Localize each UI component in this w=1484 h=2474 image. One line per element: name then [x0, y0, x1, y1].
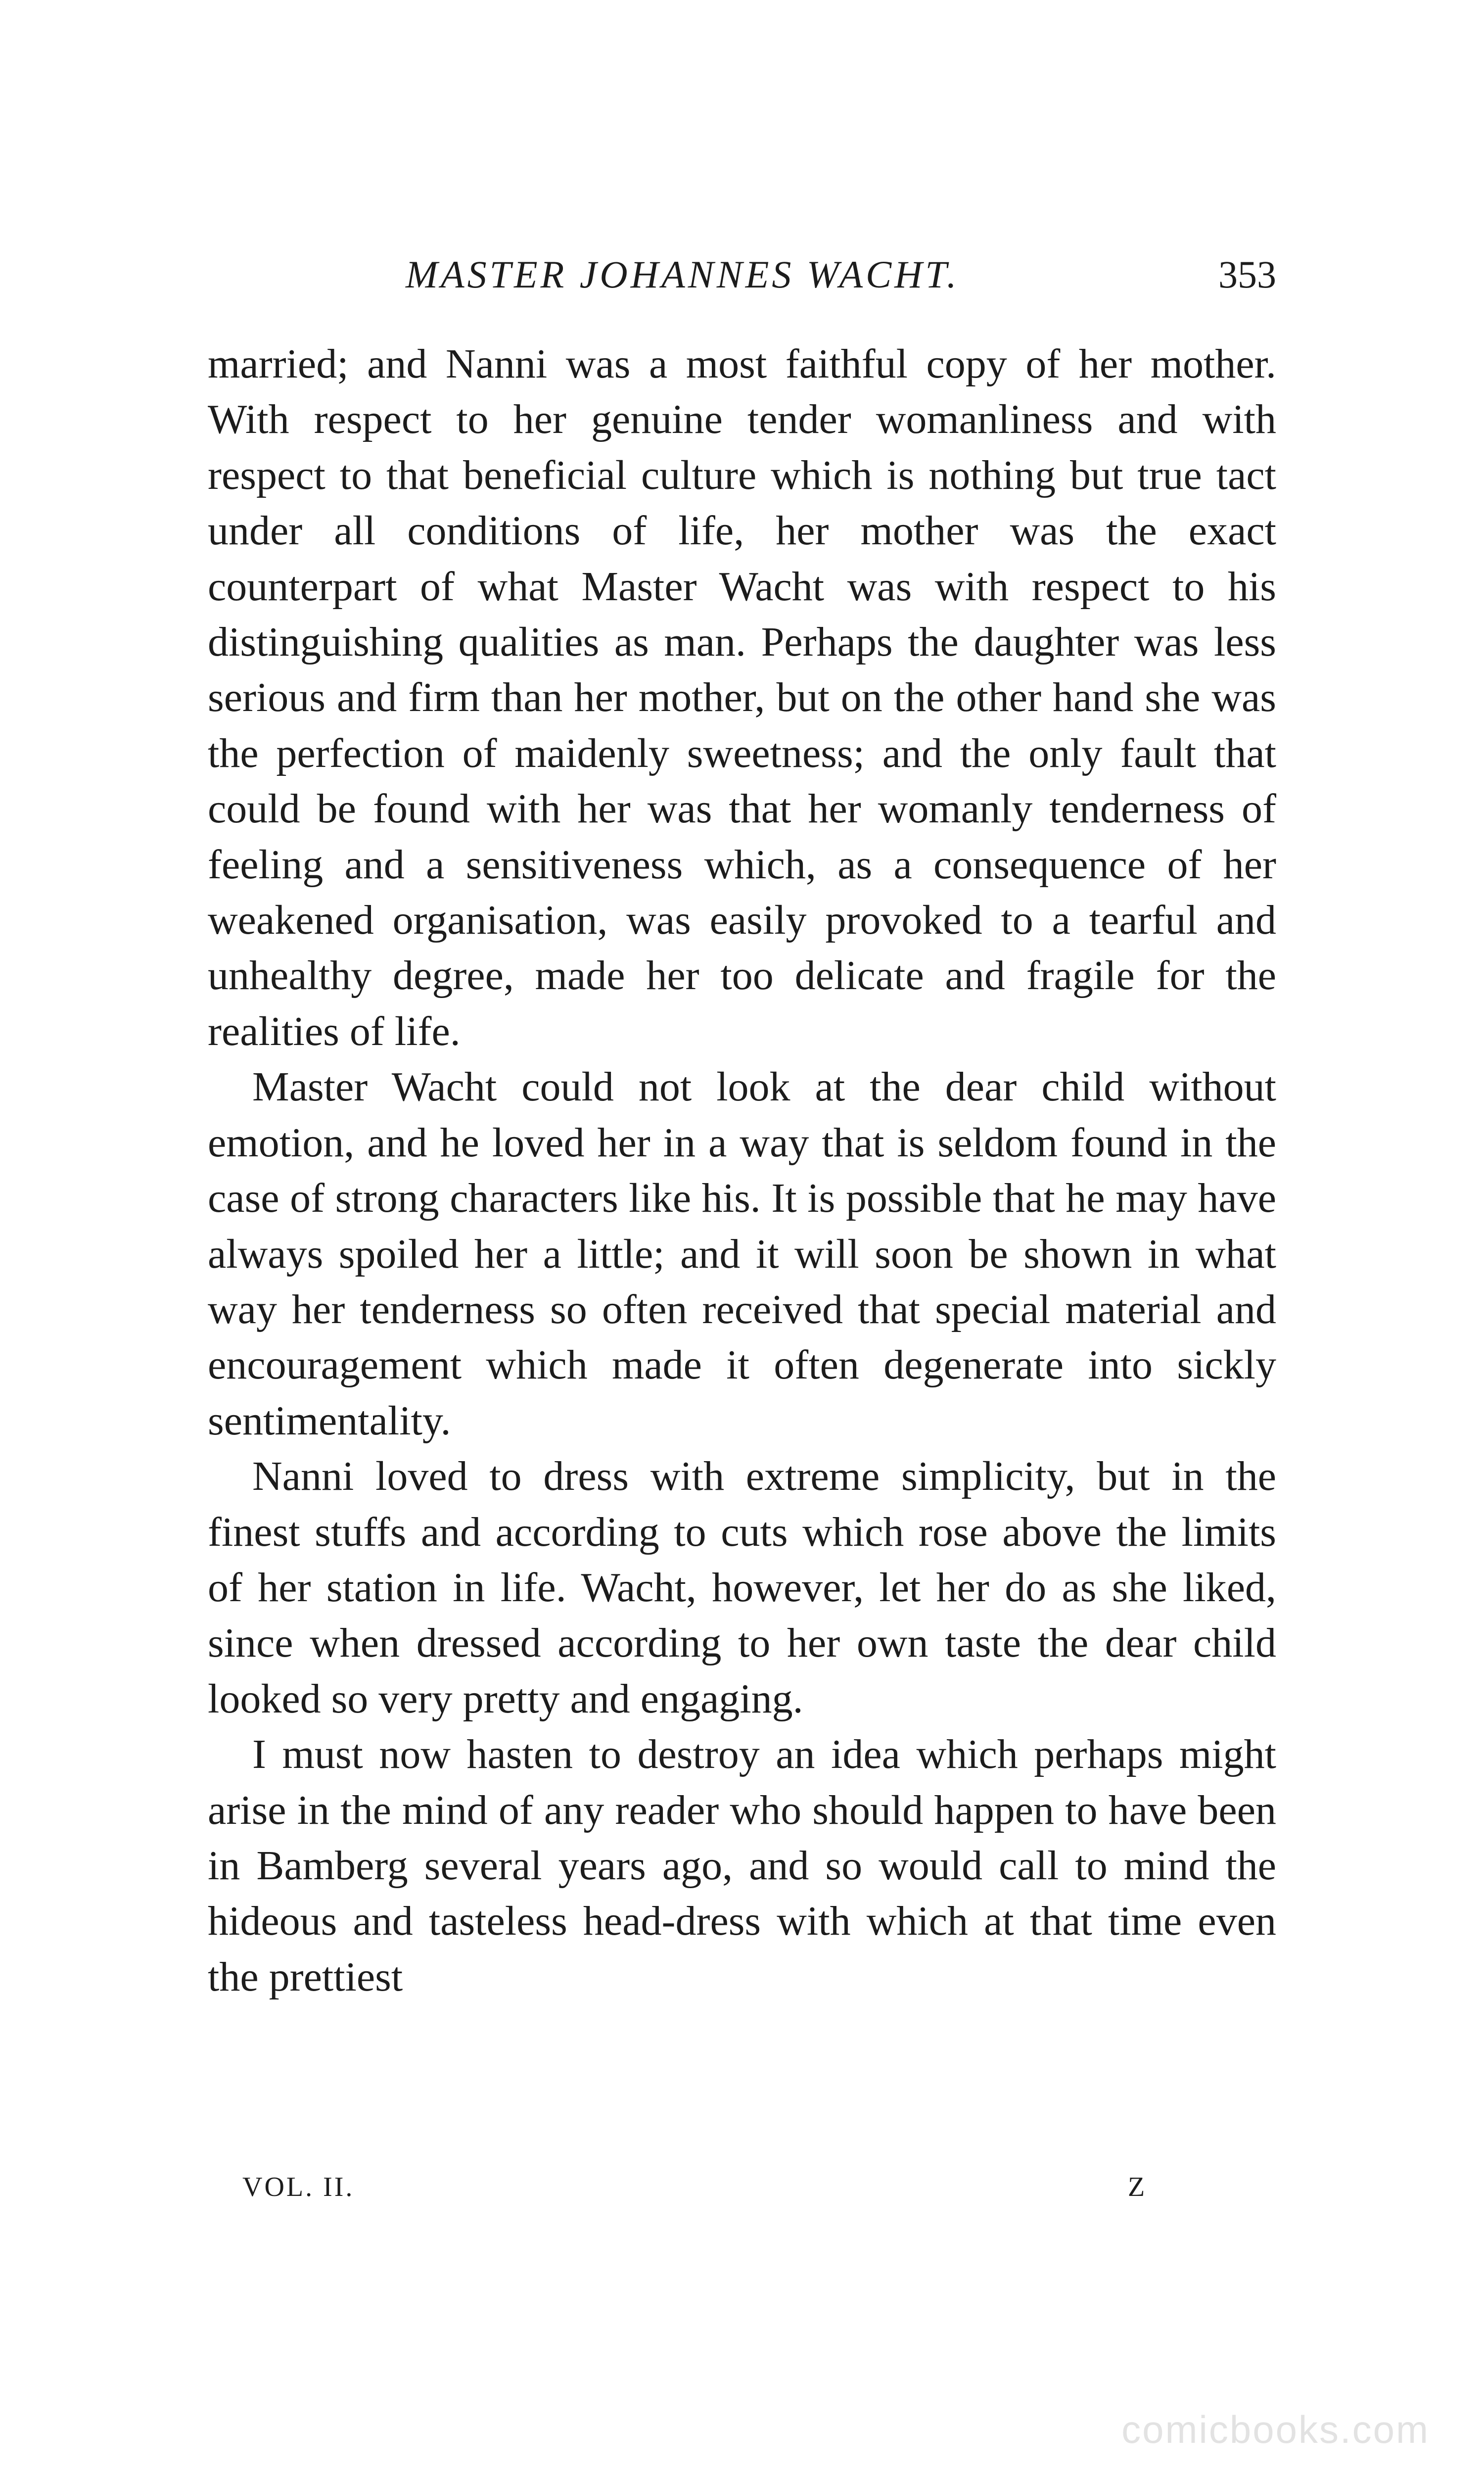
page-header [208, 247, 1276, 302]
page-body [208, 336, 1276, 2005]
signature-mark: Z [1128, 2172, 1147, 2202]
paragraph: Nanni loved to dress with extreme simplicity, but in the finest stuffs and according to cuts which rose above the limits of her station in life. Wacht, however, let her do as she liked, since when dressed according to her own taste the dear child looked so very pretty and engaging. [208, 1453, 1276, 1722]
page-footer [242, 2165, 1276, 2209]
paragraph: I must now hasten to destroy an idea which perhaps might arise in the mind of any reader who should happen to have been in Bamberg several years ago, and so would call to mind the hideous and tasteless head-dress with which at that time even the prettiest [208, 1731, 1276, 2000]
paragraph: Master Wacht could not look at the dear child without emotion, and he loved her in a way that is seldom found in the case of strong characters like his. It is possible that he may have always spoiled her a little; and it will soon be shown in what way her tenderness so often received that special material and encouragement which made it often degenerate into sickly sentimentality. [208, 1064, 1276, 1444]
paragraph: married; and Nanni was a most faithful copy of her mother. With respect to her genuine tender womanliness and with respect to that beneficial culture which is nothing but true tact under all conditions of life, her mother was the exact counterpart of what Master Wacht was with respect to his distinguishing qualities as man. Perhaps the daughter was less serious and firm than her mother, but on the other hand she was the perfection of maidenly sweetness; and the only fault that could be found with her was that her womanly tenderness of feeling and a sensitiveness which, as a consequence of her weakened organisation, was easily provoked to a tearful and unhealthy degree, made her too delicate and fragile for the realities of life. [208, 341, 1276, 1054]
volume-mark: VOL. II. [242, 2172, 355, 2202]
watermark: comicbooks.com [1121, 2408, 1430, 2451]
page-number: 353 [1218, 253, 1276, 296]
running-title: MASTER JOHANNES WACHT. [406, 253, 960, 296]
